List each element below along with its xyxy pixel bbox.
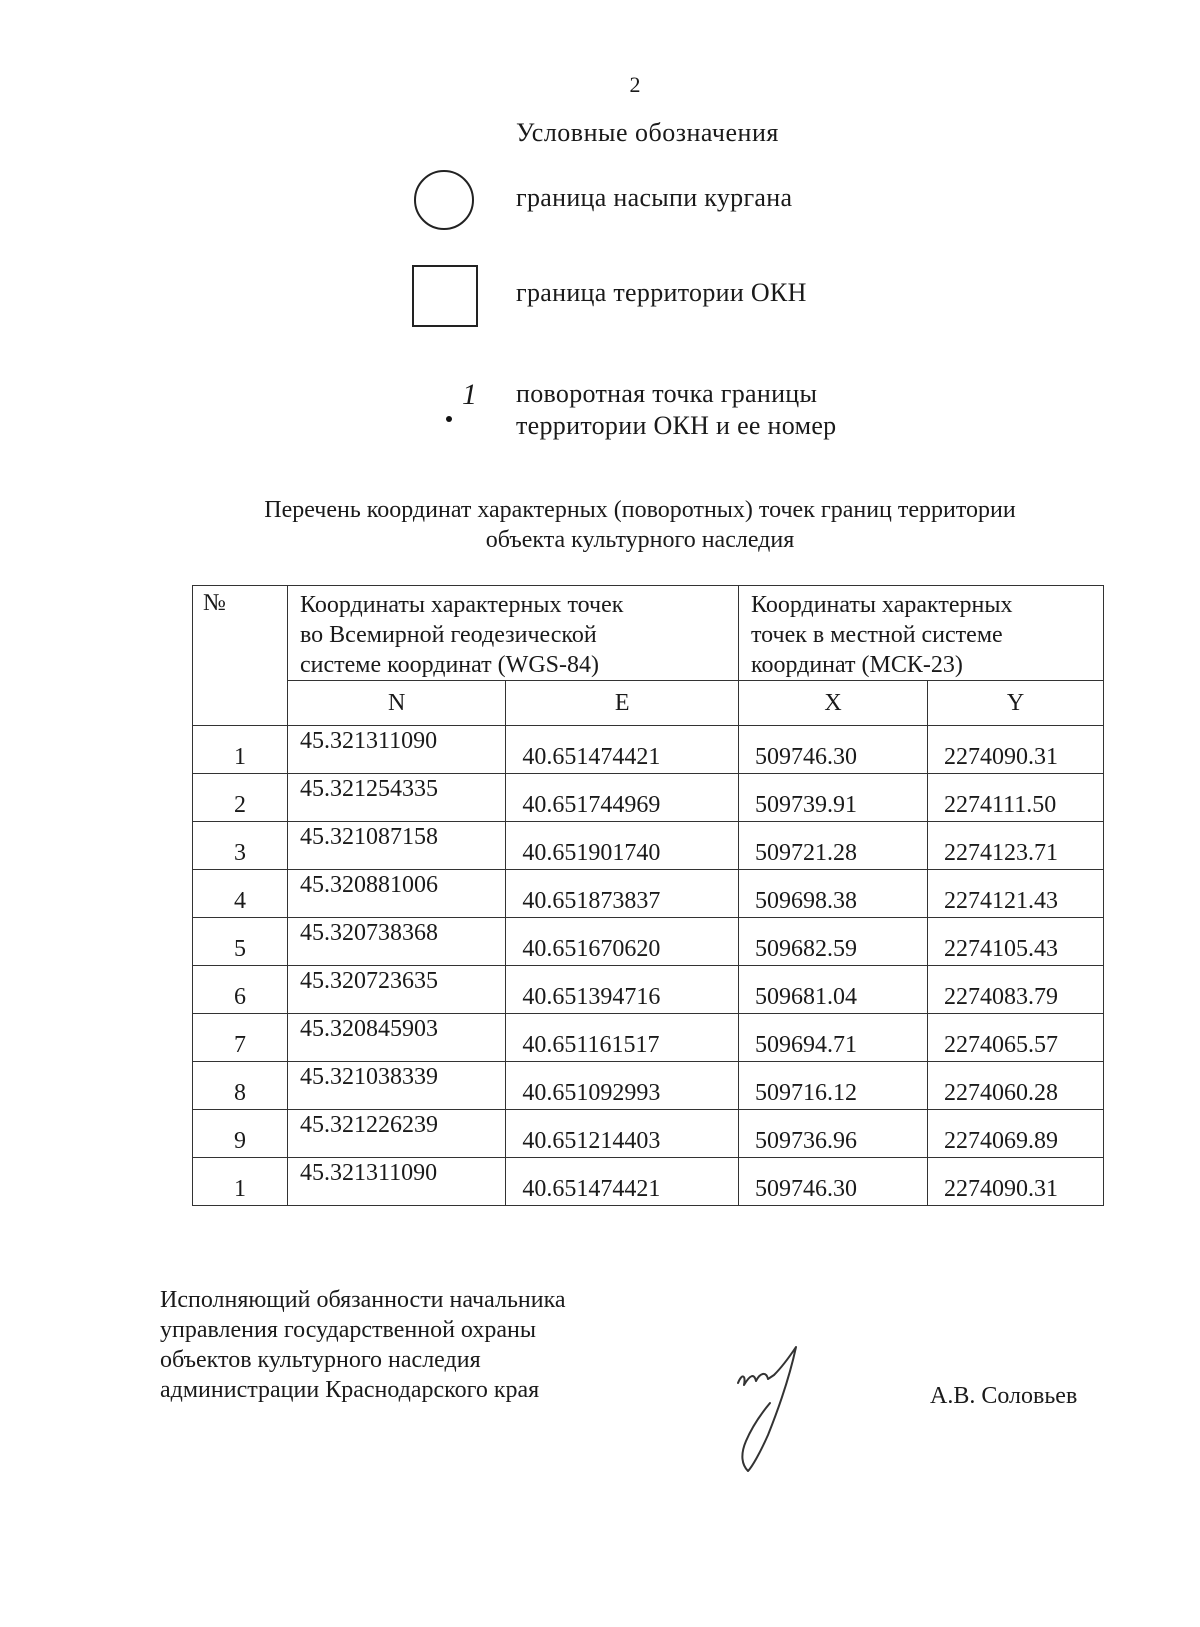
table-caption: [180, 495, 1100, 555]
legend-label-line: граница насыпи кургана: [516, 183, 793, 212]
cell-y: 2274105.43: [928, 918, 1104, 966]
cell-x: 509739.91: [739, 774, 928, 822]
caption-line: Перечень координат характерных (поворотных) точек границ территории: [264, 497, 1016, 523]
cell-x: 509721.28: [739, 822, 928, 870]
cell-x: 509682.59: [739, 918, 928, 966]
row-number: 8: [193, 1062, 288, 1110]
cell-x: 509698.38: [739, 870, 928, 918]
cell-y: 2274111.50: [928, 774, 1104, 822]
header-line: координат (МСК-23): [751, 652, 963, 678]
cell-y: 2274121.43: [928, 870, 1104, 918]
position-line: управления государственной охраны: [160, 1317, 536, 1343]
cell-n: 45.321226239: [288, 1110, 506, 1158]
table-row: [193, 774, 1104, 822]
header-n: N: [288, 681, 506, 726]
cell-n: 45.320881006: [288, 870, 506, 918]
cell-y: 2274083.79: [928, 966, 1104, 1014]
point-number-label: 1: [462, 378, 477, 411]
cell-e: 40.651901740: [506, 822, 739, 870]
caption-line: объекта культурного наследия: [485, 527, 795, 553]
header-y: Y: [928, 681, 1104, 726]
table-row: [193, 1062, 1104, 1110]
cell-x: 509694.71: [739, 1014, 928, 1062]
legend-item-label: [516, 378, 836, 442]
cell-y: 2274069.89: [928, 1110, 1104, 1158]
table-subheader-row: [193, 681, 1104, 726]
cell-y: 2274090.31: [928, 1158, 1104, 1206]
header-line: Координаты характерных: [751, 592, 1013, 618]
point-dot-icon: [446, 416, 452, 422]
header-line: во Всемирной геодезической: [300, 622, 597, 648]
cell-x: 509681.04: [739, 966, 928, 1014]
cell-e: 40.651744969: [506, 774, 739, 822]
square-icon: [412, 265, 478, 327]
row-number: 3: [193, 822, 288, 870]
header-line: системе координат (WGS-84): [300, 652, 599, 678]
cell-n: 45.321311090: [288, 726, 506, 774]
table-row: [193, 918, 1104, 966]
table-header-row: [193, 586, 1104, 681]
row-number: 9: [193, 1110, 288, 1158]
cell-n: 45.321087158: [288, 822, 506, 870]
table-row: [193, 1158, 1104, 1206]
cell-n: 45.321038339: [288, 1062, 506, 1110]
header-e: E: [506, 681, 739, 726]
header-x: X: [739, 681, 928, 726]
table-body: [193, 726, 1104, 1206]
turning-point-icon: [440, 378, 490, 438]
legend-label-line: поворотная точка границы: [516, 379, 818, 408]
page-number: 2: [629, 72, 641, 97]
cell-n: 45.321311090: [288, 1158, 506, 1206]
signatory-position: [160, 1285, 566, 1405]
row-number: 2: [193, 774, 288, 822]
cell-e: 40.651474421: [506, 1158, 739, 1206]
cell-y: 2274065.57: [928, 1014, 1104, 1062]
header-msk23: [739, 586, 1104, 681]
cell-e: 40.651161517: [506, 1014, 739, 1062]
cell-x: 509746.30: [739, 726, 928, 774]
row-number: 5: [193, 918, 288, 966]
circle-icon: [414, 170, 474, 230]
header-line: Координаты характерных точек: [300, 592, 624, 618]
legend-label-line: территории ОКН и ее номер: [516, 411, 837, 440]
legend-item-label: [516, 182, 792, 214]
cell-e: 40.651092993: [506, 1062, 739, 1110]
cell-x: 509716.12: [739, 1062, 928, 1110]
row-number: 1: [193, 1158, 288, 1206]
table-row: [193, 1014, 1104, 1062]
cell-y: 2274090.31: [928, 726, 1104, 774]
cell-y: 2274060.28: [928, 1062, 1104, 1110]
cell-y: 2274123.71: [928, 822, 1104, 870]
cell-x: 509746.30: [739, 1158, 928, 1206]
row-number: 4: [193, 870, 288, 918]
legend-title: Условные обозначения: [516, 118, 779, 147]
cell-e: 40.651873837: [506, 870, 739, 918]
cell-e: 40.651474421: [506, 726, 739, 774]
handwritten-signature: [730, 1345, 820, 1475]
header-number: №: [193, 586, 288, 726]
legend-item-label: [516, 277, 807, 309]
row-number: 7: [193, 1014, 288, 1062]
legend-label-line: граница территории ОКН: [516, 278, 807, 307]
coordinates-table: [192, 585, 1104, 1206]
cell-e: 40.651670620: [506, 918, 739, 966]
cell-n: 45.320723635: [288, 966, 506, 1014]
cell-n: 45.320738368: [288, 918, 506, 966]
cell-x: 509736.96: [739, 1110, 928, 1158]
position-line: объектов культурного наследия: [160, 1347, 481, 1373]
table-row: [193, 1110, 1104, 1158]
row-number: 6: [193, 966, 288, 1014]
cell-n: 45.320845903: [288, 1014, 506, 1062]
cell-e: 40.651214403: [506, 1110, 739, 1158]
position-line: Исполняющий обязанности начальника: [160, 1287, 566, 1313]
table-row: [193, 870, 1104, 918]
signatory-name: А.В. Соловьев: [930, 1383, 1078, 1409]
table-row: [193, 726, 1104, 774]
table-row: [193, 966, 1104, 1014]
position-line: администрации Краснодарского края: [160, 1377, 540, 1403]
table-row: [193, 822, 1104, 870]
header-wgs84: [288, 586, 739, 681]
row-number: 1: [193, 726, 288, 774]
cell-e: 40.651394716: [506, 966, 739, 1014]
header-line: точек в местной системе: [751, 622, 1003, 648]
cell-n: 45.321254335: [288, 774, 506, 822]
